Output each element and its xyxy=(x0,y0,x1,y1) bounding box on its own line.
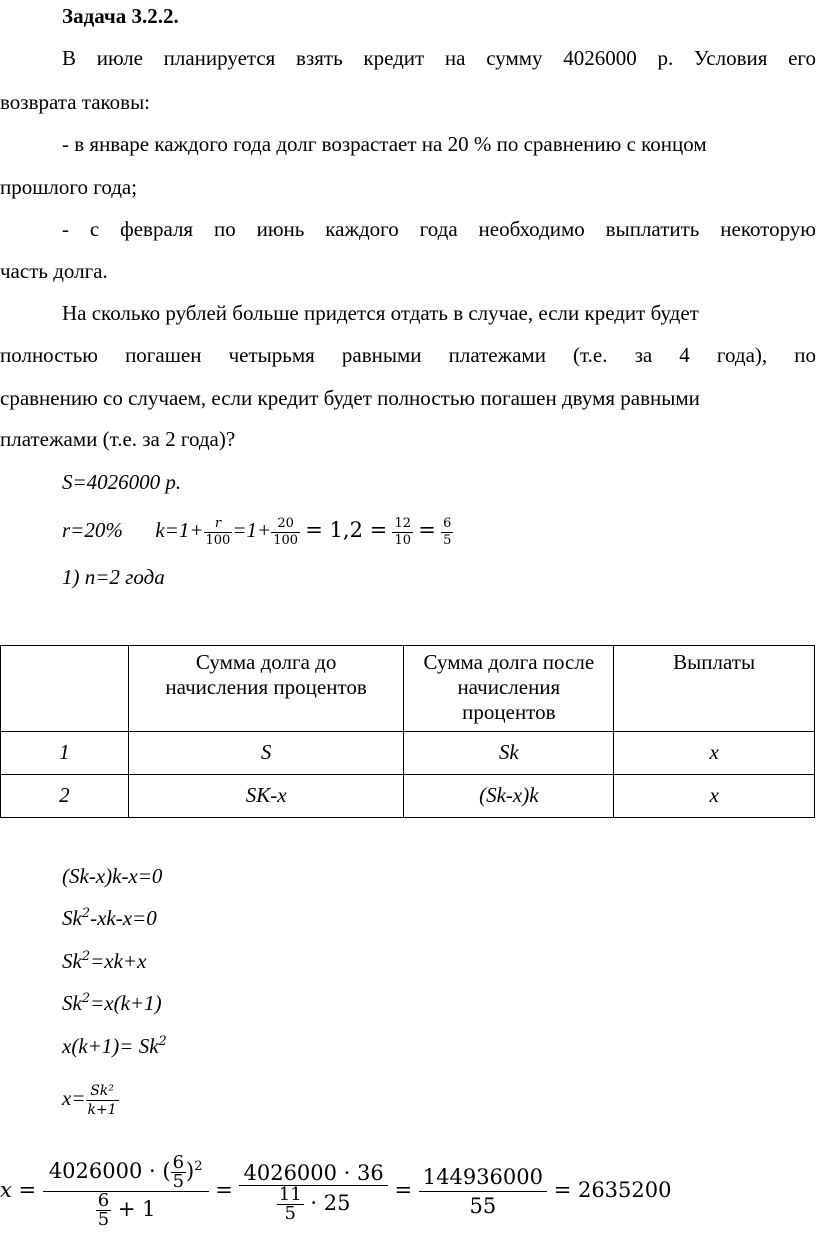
fraction-sk2-over-k1 xyxy=(86,1082,119,1119)
fraction-numerator: Sk² xyxy=(86,1082,119,1101)
fraction-numerator: 12 xyxy=(394,515,412,531)
problem-line-1: В июле планируется взять кредит на сумму 4026000 р. Условия его xyxy=(62,46,816,70)
inner-fraction-6-5-den xyxy=(96,1192,111,1229)
problem-line-10: платежами (т.е. за 2 года)? xyxy=(0,427,236,451)
fraction-denominator: 5 xyxy=(172,1171,185,1192)
given-rate-line xyxy=(62,508,453,552)
fraction-denominator: 100 xyxy=(273,532,299,548)
table-header-row xyxy=(1,646,815,732)
header-cell-empty xyxy=(1,646,129,732)
problem-line-5: - с февраля по июнь каждого года необходимо выплатить некоторую xyxy=(62,217,816,241)
case-1-label: 1) n=2 года xyxy=(62,565,165,589)
table-cell-before: SK-x xyxy=(128,775,404,818)
table-cell-after: Sk xyxy=(404,732,614,775)
debt-table xyxy=(0,645,815,818)
inner-fraction-11-5 xyxy=(277,1183,304,1224)
final-fraction-1-denominator xyxy=(43,1192,209,1229)
eq-one-plus: =1+ xyxy=(232,518,272,542)
fraction-denominator: 5 xyxy=(97,1209,110,1230)
final-f1-num-text: 4026000 · ( xyxy=(48,1159,171,1183)
problem-line-3: - в январе каждого года долг возрастает на 20 % по сравнению с концом xyxy=(62,132,707,156)
fraction-denominator: 100 xyxy=(205,532,231,548)
eq-sign: = xyxy=(418,518,436,542)
fraction-6-5 xyxy=(441,516,453,549)
problem-line-8: полностью погашен четырьмя равными платежами (т.е. за 4 года), по xyxy=(0,343,816,367)
equation-1: (Sk-x)k-x=0 xyxy=(62,864,163,888)
equation-3-rest: =xk+x xyxy=(90,949,147,973)
problem-title xyxy=(62,4,179,29)
equation-3 xyxy=(62,949,146,974)
fraction-numerator: 11 xyxy=(278,1183,302,1205)
fraction-numerator: 6 xyxy=(172,1152,185,1173)
fraction-numerator: 144936000 xyxy=(419,1163,547,1192)
final-fraction-2 xyxy=(239,1161,387,1223)
equation-4 xyxy=(62,991,162,1016)
final-eq-1: = xyxy=(215,1178,233,1202)
table-cell-payment: x xyxy=(614,732,815,775)
final-lhs: x = xyxy=(0,1178,37,1202)
problem-title-text: Задача 3.2.2 xyxy=(62,4,174,28)
equation-2-rest: -xk-x=0 xyxy=(90,906,157,930)
equation-3-exponent: 2 xyxy=(81,949,91,964)
table-cell-before: S xyxy=(128,732,404,775)
fraction-numerator: 20 xyxy=(271,516,300,533)
problem-line-4: прошлого года; xyxy=(0,175,138,199)
k-label: k=1+ xyxy=(155,518,204,542)
final-fraction-1 xyxy=(43,1154,209,1229)
final-f1-den-plus: + 1 xyxy=(117,1197,156,1221)
final-fraction-1-numerator xyxy=(43,1154,209,1192)
problem-title-dot: . xyxy=(173,4,179,28)
equation-2-exponent: 2 xyxy=(81,906,91,921)
equation-5-base: x(k+1)= Sk xyxy=(62,1034,159,1058)
equation-5 xyxy=(62,1034,167,1059)
fraction-12-10 xyxy=(392,516,413,549)
eq-value: = 1,2 = xyxy=(305,518,388,542)
equation-6-lhs: x= xyxy=(62,1086,86,1110)
equation-5-exponent: 2 xyxy=(158,1034,167,1049)
final-result: = 2635200 xyxy=(553,1178,672,1202)
equation-2-base: Sk xyxy=(62,906,82,930)
fraction-denominator: 5 xyxy=(284,1202,296,1224)
final-f1-exponent: 2 xyxy=(194,1159,203,1174)
table-cell-year: 1 xyxy=(1,732,129,775)
final-f1-close-paren: ) xyxy=(186,1159,195,1183)
fraction-numerator: r xyxy=(204,516,233,533)
problem-line-9: сравнению со случаем, если кредит будет полностью погашен двумя равными xyxy=(0,386,700,410)
table-cell-year: 2 xyxy=(1,775,129,818)
equation-4-exponent: 2 xyxy=(81,991,91,1006)
equation-6 xyxy=(62,1072,119,1124)
table-cell-after: (Sk-x)k xyxy=(404,775,614,818)
problem-line-2: возврата таковы: xyxy=(0,90,151,114)
problem-line-7: На сколько рублей больше придется отдать в случае, если кредит будет xyxy=(62,301,699,325)
table-row xyxy=(1,775,815,818)
header-cell-debt-after: Сумма долга после начисления процентов xyxy=(404,646,614,732)
fraction-denominator: 10 xyxy=(394,532,412,548)
fraction-numerator: 6 xyxy=(443,515,452,531)
final-fraction-2-denominator xyxy=(239,1183,387,1224)
equation-4-rest: =x(k+1) xyxy=(90,991,162,1015)
fraction-denominator: k+1 xyxy=(87,1101,117,1118)
rate-label: r=20% xyxy=(62,518,123,542)
equation-2 xyxy=(62,906,157,931)
fraction-denominator: 55 xyxy=(469,1194,497,1218)
inner-fraction-6-5 xyxy=(171,1154,186,1191)
equation-4-base: Sk xyxy=(62,991,82,1015)
problem-line-6: часть долга. xyxy=(0,259,108,283)
equation-3-base: Sk xyxy=(62,949,82,973)
final-equation xyxy=(0,1140,671,1240)
given-sum: S=4026000 р. xyxy=(62,470,182,494)
final-eq-2: = xyxy=(394,1178,413,1202)
table-row xyxy=(1,732,815,775)
header-cell-debt-before: Сумма долга до начисления процентов xyxy=(128,646,404,732)
fraction-20-100 xyxy=(271,516,300,549)
header-cell-payments: Выплаты xyxy=(614,646,815,732)
fraction-r-100 xyxy=(204,516,233,549)
table-cell-payment: x xyxy=(614,775,815,818)
fraction-numerator: 6 xyxy=(97,1190,110,1211)
final-f2-den-times: · 25 xyxy=(310,1190,351,1215)
fraction-denominator: 5 xyxy=(443,532,452,548)
final-fraction-2-numerator: 4026000 · 36 xyxy=(239,1161,387,1186)
final-fraction-3 xyxy=(419,1163,547,1220)
